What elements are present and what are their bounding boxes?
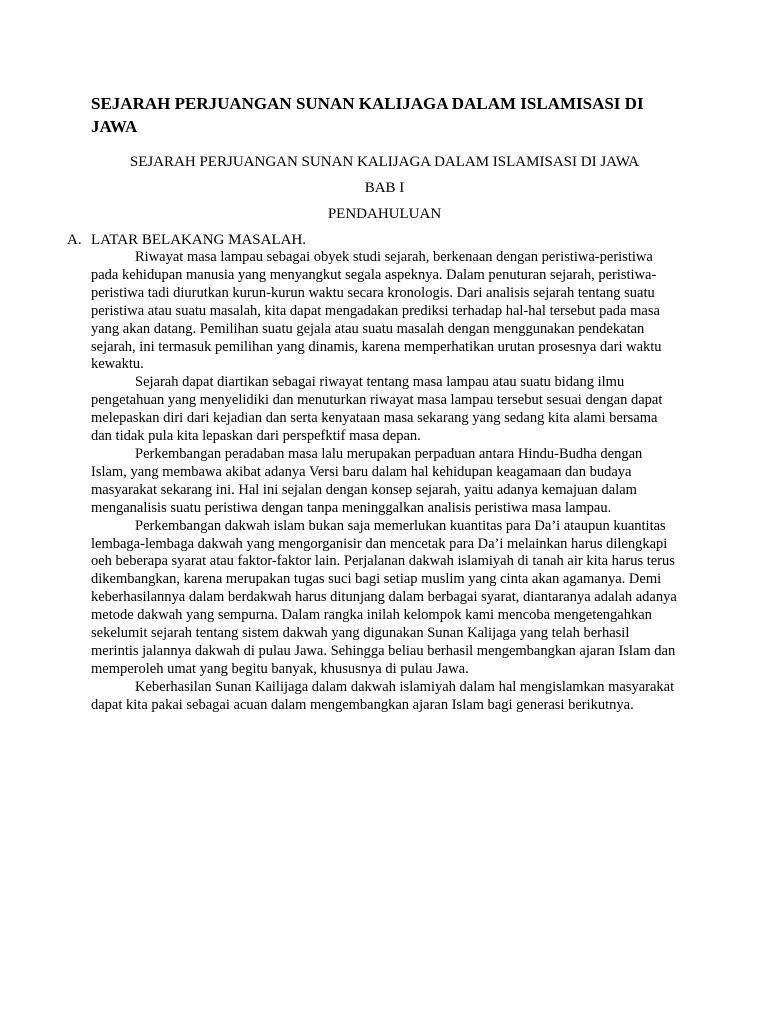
paragraph-4: Perkembangan dakwah islam bukan saja memerlukan kuantitas para Da’i ataupun kuantitas lembaga-lembaga dakwah yang mengorganisir dan mencetak para Da’i melainkan harus dilengkapi oeh beberapa syarat atau faktor-faktor lain. Perjalanan dakwah islamiyah di tanah air kita harus terus dikembangkan, karena merupakan tugas suci bagi setiap muslim yang cinta akan agamanya. Demi keberhasilannya dalam berdakwah harus ditunjang dalam berbagai syarat, diantaranya adalah adanya metode dakwah yang sempurna. Dalam rangka inilah kelompok kami mencoba mengetengahkan sekelumit sejarah tentang sistem dakwah yang digunakan Sunan Kalijaga yang telah berhasil merintis jalannya dakwah di pulau Jawa. Sehingga beliau berhasil mengembangkan ajaran Islam dan memperoleh umat yang begitu banyak, khususnya di pulau Jawa. xyxy=(91,517,677,677)
section-heading xyxy=(67,231,678,249)
section-heading-text: LATAR BELAKANG MASALAH. xyxy=(91,232,307,248)
chapter-number: BAB I xyxy=(364,180,405,196)
paragraph-2: Sejarah dapat diartikan sebagai riwayat tentang masa lampau atau suatu bidang ilmu pengetahuan yang menyelidiki dan menuturkan riwayat masa lampau tersebut sesuai dengan dapat melepaskan diri dari kejadian dan serta kenyataan masa sekarang yang sedang kita alami bersama dan tidak pula kita lepaskan dari perspefktif masa depan. xyxy=(91,374,663,445)
paragraph-5: Keberhasilan Sunan Kailijaga dalam dakwah islamiyah dalam hal mengislamkan masyarakat dapat kita pakai sebagai acuan dalam mengembangkan ajaran Islam bagi generasi berikutnya. xyxy=(91,678,675,713)
paragraph-1: Riwayat masa lampau sebagai obyek studi sejarah, berkenaan dengan peristiwa-peristiwa pada kehidupan manusia yang menyangkut segala aspeknya. Dalam penuturan sejarah, peristiwa-peristiwa tadi diurutkan kurun-kurun waktu secara kronologis. Dari analisis sejarah tentang suatu peristiwa atau suatu masalah, kita dapat mengadakan prediksi terhadap hal-hal tersebut pada masa yang akan datang. Pemilihan suatu gejala atau suatu masalah dengan menggunakan pendekatan sejarah, ini termasuk pemilihan yang dinamis, karena memperhatikan urutan prosesnya dari waktu kewaktu. xyxy=(91,249,662,373)
section-letter: A. xyxy=(67,232,82,248)
document-subtitle: SEJARAH PERJUANGAN SUNAN KALIJAGA DALAM ISLAMISASI DI JAWA xyxy=(129,154,640,170)
document-title: SEJARAH PERJUANGAN SUNAN KALIJAGA DALAM ISLAMISASI DI JAWA xyxy=(91,94,644,136)
chapter-title: PENDAHULUAN xyxy=(327,206,442,222)
paragraph-3: Perkembangan peradaban masa lalu merupakan perpaduan antara Hindu-Budha dengan Islam, yang membawa akibat adanya Versi baru dalam hal kehidupan keagamaan dan budaya masyarakat sekarang ini. Hal ini sejalan dengan konsep sejarah, yaitu adanya kemajuan dalam menganalisis suatu peristiwa dengan tanpa meninggalkan analisis peristiwa masa lampau. xyxy=(91,445,643,516)
